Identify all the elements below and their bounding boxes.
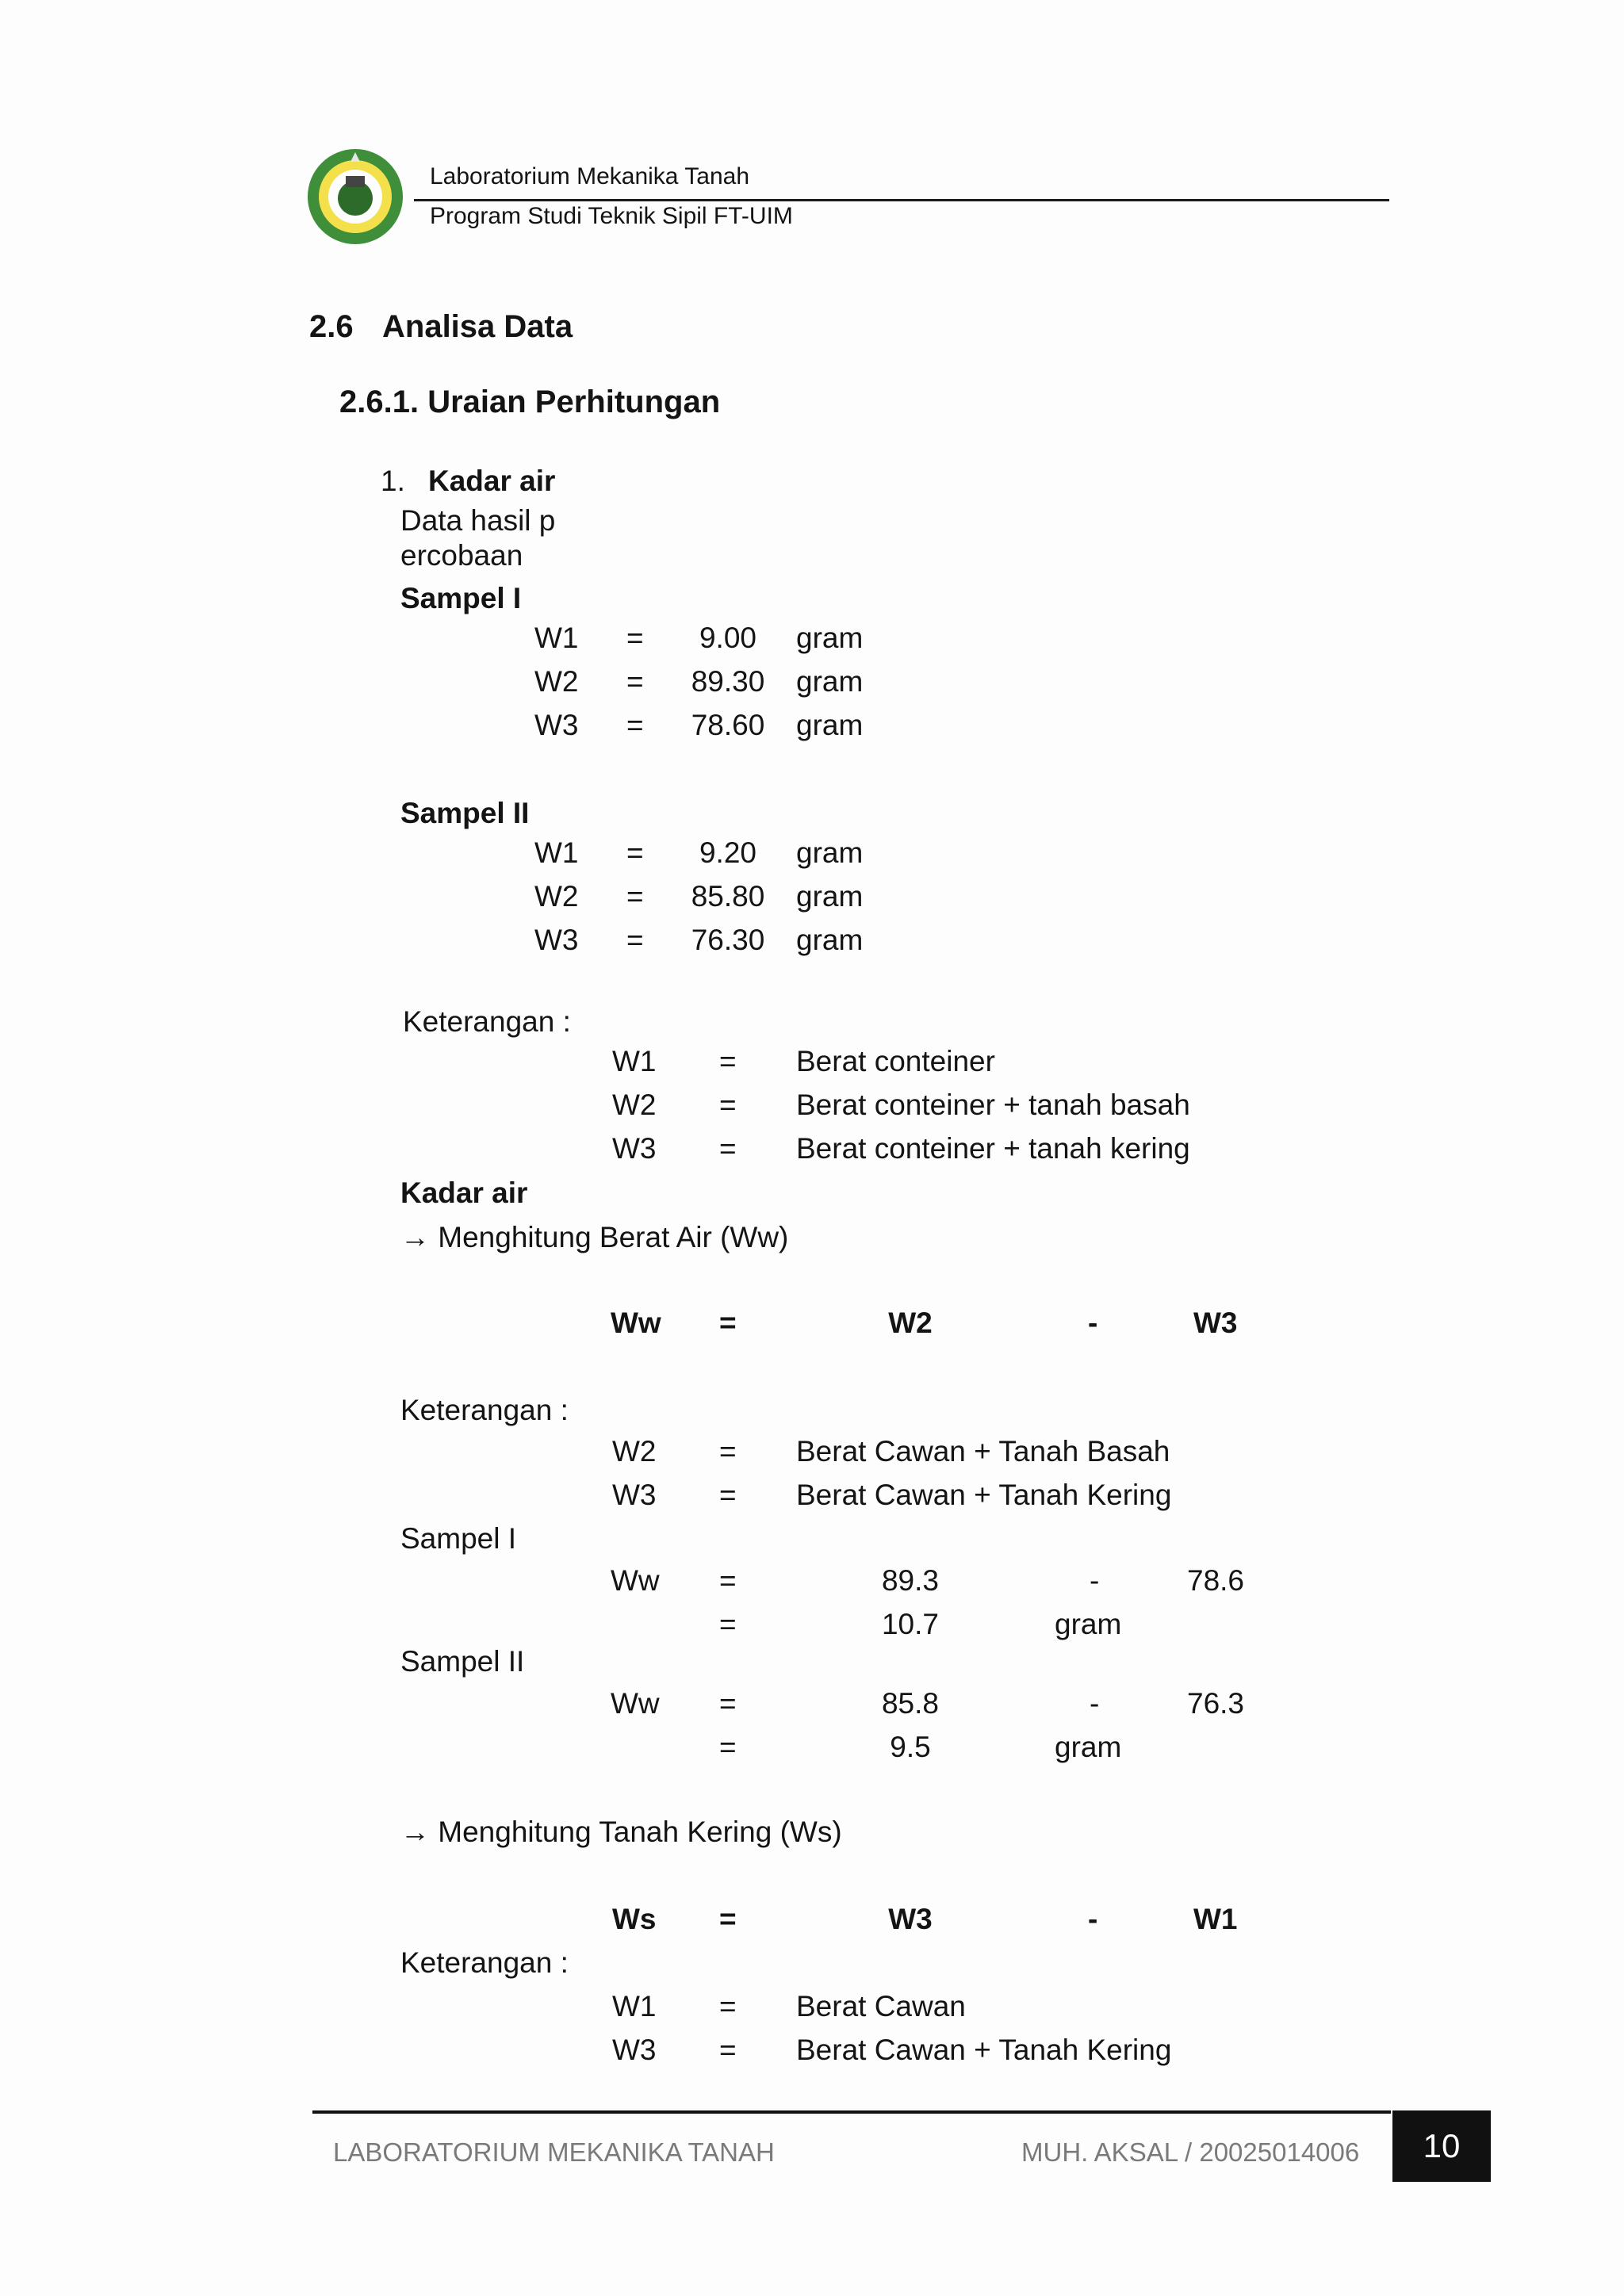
- row-value: 85.80: [691, 880, 765, 913]
- intro-line-1: Data hasil p: [400, 504, 556, 537]
- row-unit: gram: [796, 622, 864, 654]
- ket-desc: Berat Cawan + Tanah Kering: [796, 1479, 1172, 1511]
- calc-unit: gram: [1055, 1731, 1122, 1763]
- ket-eq: =: [719, 1045, 737, 1077]
- calc-a: 85.8: [881, 1687, 939, 1720]
- ket-name: W2: [612, 1435, 657, 1468]
- row-name: W2: [534, 665, 579, 698]
- ket-name: W3: [612, 1132, 657, 1165]
- row-eq: =: [626, 836, 644, 869]
- row-unit: gram: [796, 880, 864, 913]
- university-logo: [304, 146, 406, 247]
- row-eq: =: [626, 622, 644, 654]
- formula-a: W3: [888, 1903, 933, 1935]
- sampel-2-label: Sampel II: [400, 797, 530, 829]
- row-name: W1: [534, 622, 579, 654]
- footer-author: MUH. AKSAL / 20025014006: [1021, 2137, 1360, 2167]
- step-tanah-kering: → Menghitung Tanah Kering (Ws): [400, 1816, 842, 1848]
- formula-op: -: [1088, 1307, 1098, 1339]
- row-unit: gram: [796, 709, 864, 741]
- ket-eq: =: [719, 1479, 737, 1511]
- formula-op: -: [1088, 1903, 1098, 1935]
- ket-eq: =: [719, 1990, 737, 2022]
- calc-eq2: =: [719, 1608, 737, 1640]
- calc-b: 76.3: [1187, 1687, 1245, 1720]
- calc-lhs: Ww: [611, 1564, 660, 1597]
- section-number: 2.6: [309, 309, 354, 344]
- calc-result: 9.5: [890, 1731, 931, 1763]
- row-unit: gram: [796, 665, 864, 698]
- ket-eq: =: [719, 2034, 737, 2066]
- calc-eq2: =: [719, 1731, 737, 1763]
- row-value: 76.30: [691, 924, 765, 956]
- calc-unit: gram: [1055, 1608, 1122, 1640]
- formula-eq: =: [719, 1307, 737, 1339]
- header-divider: [414, 199, 1389, 201]
- ket-eq: =: [719, 1089, 737, 1121]
- item-title: Kadar air: [428, 465, 556, 497]
- ket-name: W3: [612, 2034, 657, 2066]
- row-eq: =: [626, 709, 644, 741]
- calc-2-label: Sampel II: [400, 1645, 525, 1678]
- ket-desc: Berat Cawan + Tanah Basah: [796, 1435, 1170, 1468]
- formula-b: W1: [1193, 1903, 1238, 1935]
- sampel-1-label: Sampel I: [400, 582, 522, 614]
- header-lab-name: Laboratorium Mekanika Tanah: [430, 163, 750, 189]
- row-name: W3: [534, 924, 579, 956]
- ket-desc: Berat conteiner: [796, 1045, 995, 1077]
- footer-divider: [312, 2110, 1391, 2114]
- calc-op: -: [1090, 1564, 1100, 1597]
- ket-name: W1: [612, 1990, 657, 2022]
- keterangan-2-label: Keterangan :: [400, 1394, 569, 1426]
- header-program: Program Studi Teknik Sipil FT-UIM: [430, 203, 793, 229]
- keterangan-3-label: Keterangan :: [400, 1946, 569, 1979]
- ket-desc: Berat Cawan: [796, 1990, 966, 2022]
- row-value: 9.20: [699, 836, 756, 869]
- calc-b: 78.6: [1187, 1564, 1245, 1597]
- calc-eq: =: [719, 1564, 737, 1597]
- keterangan-1-label: Keterangan :: [403, 1005, 571, 1038]
- row-name: W1: [534, 836, 579, 869]
- calc-a: 89.3: [881, 1564, 939, 1597]
- formula-b: W3: [1193, 1307, 1238, 1339]
- row-value: 78.60: [691, 709, 765, 741]
- footer-lab-name: LABORATORIUM MEKANIKA TANAH: [333, 2137, 775, 2167]
- ket-desc: Berat Cawan + Tanah Kering: [796, 2034, 1172, 2066]
- formula-a: W2: [888, 1307, 933, 1339]
- ket-eq: =: [719, 1435, 737, 1468]
- ket-desc: Berat conteiner + tanah basah: [796, 1089, 1190, 1121]
- row-value: 9.00: [699, 622, 756, 654]
- row-eq: =: [626, 924, 644, 956]
- row-name: W3: [534, 709, 579, 741]
- kadar-air-title: Kadar air: [400, 1177, 528, 1209]
- ket-name: W3: [612, 1479, 657, 1511]
- ket-name: W1: [612, 1045, 657, 1077]
- calc-result: 10.7: [881, 1608, 939, 1640]
- formula-lhs: Ww: [611, 1307, 661, 1339]
- calc-lhs: Ww: [611, 1687, 660, 1720]
- page-number: 10: [1392, 2110, 1491, 2182]
- row-unit: gram: [796, 836, 864, 869]
- row-unit: gram: [796, 924, 864, 956]
- formula-lhs: Ws: [612, 1903, 657, 1935]
- calc-1-label: Sampel I: [400, 1522, 517, 1555]
- section-title: Analisa Data: [382, 309, 573, 344]
- row-eq: =: [626, 665, 644, 698]
- formula-eq: =: [719, 1903, 737, 1935]
- calc-op: -: [1090, 1687, 1100, 1720]
- ket-desc: Berat conteiner + tanah kering: [796, 1132, 1190, 1165]
- intro-line-2: ercobaan: [400, 539, 523, 572]
- ket-eq: =: [719, 1132, 737, 1165]
- row-value: 89.30: [691, 665, 765, 698]
- row-name: W2: [534, 880, 579, 913]
- ket-name: W2: [612, 1089, 657, 1121]
- subsection-title: 2.6.1. Uraian Perhitungan: [339, 385, 721, 419]
- item-number: 1.: [381, 465, 405, 497]
- step-berat-air: → Menghitung Berat Air (Ww): [400, 1221, 789, 1253]
- row-eq: =: [626, 880, 644, 913]
- calc-eq: =: [719, 1687, 737, 1720]
